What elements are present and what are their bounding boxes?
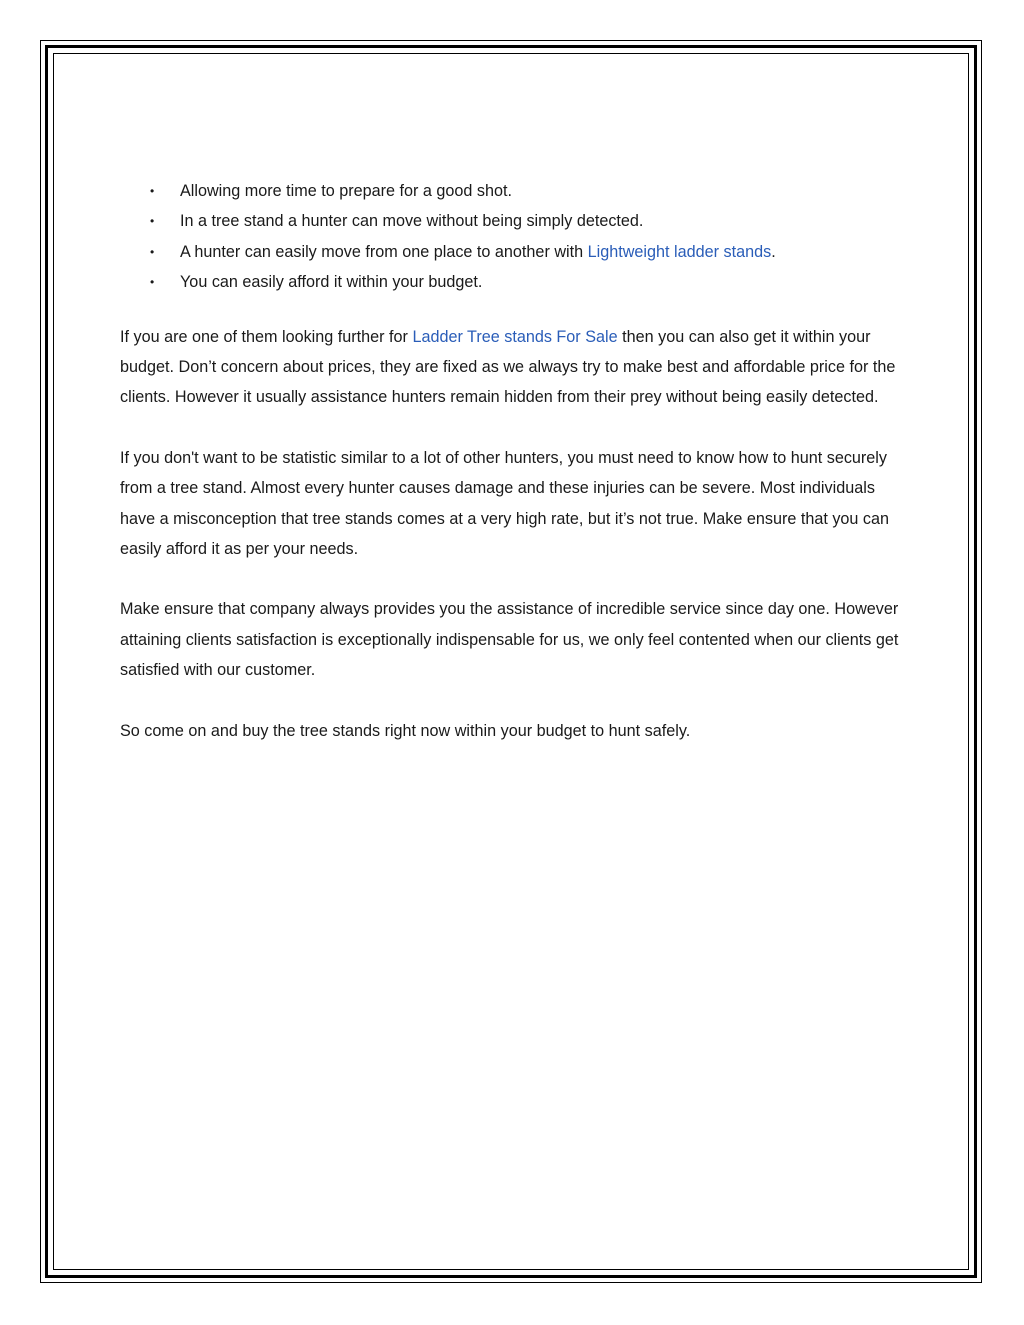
list-item-text: In a tree stand a hunter can move without being simply detected. — [180, 212, 644, 231]
ladder-tree-stands-for-sale-link[interactable]: Ladder Tree stands For Sale — [412, 327, 618, 346]
document-body — [120, 176, 910, 746]
list-item-text: Allowing more time to prepare for a good shot. — [180, 182, 513, 200]
list-item-text-end: . — [771, 242, 776, 261]
benefits-list — [120, 176, 910, 298]
bullet-icon: • — [150, 275, 155, 290]
paragraph-1 — [120, 322, 910, 413]
paragraph-1-end: then you can also get it within your budget. Don’t concern about prices, they are fixed as we always try to make best and affordable price for the clients. However it usually assistance hunters remain hidden from their prey without being easily detected. — [120, 327, 896, 407]
list-item — [120, 237, 910, 267]
bullet-icon: • — [150, 244, 155, 259]
list-item-text: A hunter can easily move from one place to another with — [180, 242, 588, 261]
lightweight-ladder-stands-link[interactable]: Lightweight ladder stands — [587, 242, 772, 261]
list-item — [120, 267, 910, 297]
paragraph-3: Make ensure that company always provides you the assistance of incredible service since day one. However attaining clients satisfaction is exceptionally indispensable for us, we only feel contented when our clients get satisfied with our customer. — [120, 600, 899, 680]
bullet-icon: • — [150, 214, 155, 229]
paragraph-1-start: If you are one of them looking further for — [120, 327, 413, 346]
paragraph-2: If you don't want to be statistic similar to a lot of other hunters, you must need to know how to hunt securely from a tree stand. Almost every hunter causes damage and these injuries can be severe. Most individuals have a misconception that tree stands comes at a very high rate, but it’s not true. Make ensure that you can easily afford it as per your needs. — [120, 448, 890, 559]
bullet-icon: • — [150, 184, 155, 198]
list-item-text: You can easily afford it within your budget. — [180, 273, 483, 292]
list-item — [120, 206, 910, 236]
paragraph-4: So come on and buy the tree stands right now within your budget to hunt safely. — [120, 721, 691, 740]
list-item — [120, 176, 910, 206]
